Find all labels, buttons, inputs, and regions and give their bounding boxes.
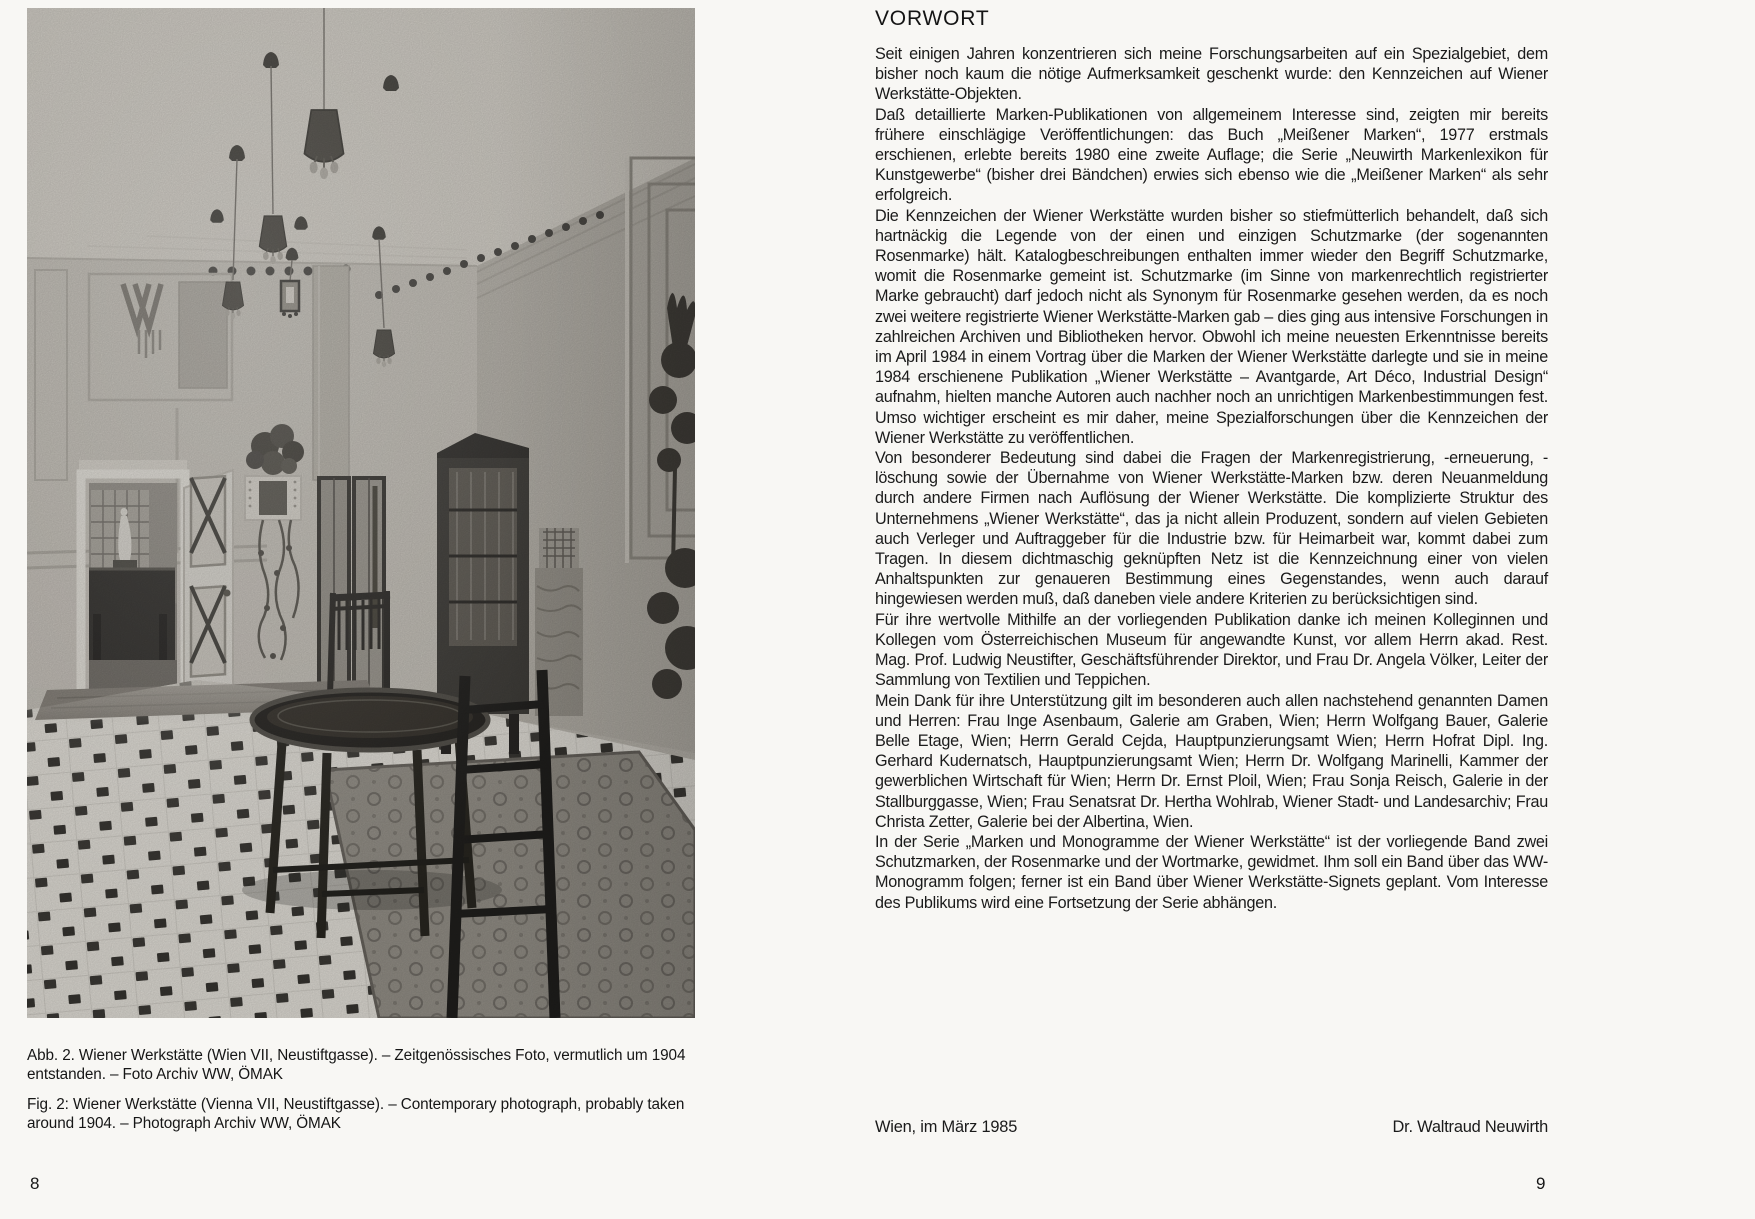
page-number-right: 9 [1536, 1174, 1546, 1193]
foreword-text [875, 44, 1548, 913]
signoff-place-date: Wien, im März 1985 [875, 1118, 1018, 1136]
paragraph: Die Kennzeichen der Wiener Werkstätte wurden bisher so stiefmütterlich behandelt, daß sich hartnäckig die Legende von der einen und einzigen Schutzmarke (der sogenannten Rosenmarke) hält. Katalogbeschreibungen enthalten immer wieder den Begriff Schutzmarke, womit die Rosenmarke gemeint ist. Schutzmarke (im Sinne von markenrechtlich registrierter Marke gebraucht) darf jedoch nicht als Synonym für Rosenmarke gesehen werden, da es noch zwei weitere registrierte Wiener Werkstätte-Marken gab – dies ging aus intensive Forschungen in zahlreichen Archiven und Bibliotheken hervor. Obwohl ich meine neuesten Erkenntnisse bereits im April 1984 in einem Vortrag über die Marken der Wiener Werkstätte darlegte und sie in meine 1984 erschienene Publikation „Wiener Werkstätte – Avantgarde, Art Déco, Industrial Design“ aufnahm, hielten manche Autoren auch nachher noch an unrichtigen Markenbestimmungen fest. Umso wichtiger erscheint es mir daher, meine Spezialforschungen über die Kennzeichen der Wiener Werkstätte zu veröffentlichen. [875, 206, 1548, 447]
paragraph: Seit einigen Jahren konzentrieren sich meine Forschungsarbeiten auf ein Spezialgebiet, dem bisher noch kaum die nötige Aufmerksamkeit geschenkt wurde: den Kennzeichen auf Wiener Werkstätte-Objekten. [875, 45, 1548, 104]
right-page [875, 6, 1548, 1136]
interior-photo [27, 8, 695, 1018]
paragraph: Von besonderer Bedeutung sind dabei die Fragen der Markenregistrierung, -erneuerung, -löschung sowie der Übernahme von Wiener Werkstätte-Marken bzw. deren Neuanmeldung durch andere Firmen nach Auflösung der Wiener Werkstätte. Die komplizierte Struktur des Unternehmens „Wiener Werkstätte“, das ja nicht allein Produzent, sondern auf vielen Gebieten auch Verleger und Auftraggeber für die Industrie bzw. für Heimarbeit war, kommt dabei zum Tragen. In diesem dichtmaschig geknüpften Netz ist die Kennzeichnung einer von vielen Anhaltspunkten zur genaueren Bestimmung eines Gegenstandes, wenn auch darauf hingewiesen werden muß, daß daneben viele andere Kriterien zu berücksichtigen sind. [875, 449, 1548, 609]
paragraph: In der Serie „Marken und Monogramme der Wiener Werkstätte“ ist der vorliegende Band zwei Schutzmarken, der Rosenmarke und der Wortmarke, gewidmet. Ihm soll ein Band über das WW-Monogramm folgen; ferner ist ein Band über Wiener Werkstätte-Signets geplant. Vom Interesse des Publikums wird eine Fortsetzung der Serie abhängen. [875, 832, 1548, 912]
page-title: VORWORT [875, 7, 990, 30]
left-page [27, 8, 727, 1132]
caption-english: Fig. 2: Wiener Werkstätte (Vienna VII, Neustiftgasse). – Contemporary photograph, probably taken around 1904. – Photograph Archiv WW, ÖMAK [27, 1096, 685, 1132]
signoff-row [875, 1118, 1548, 1137]
paragraph: Mein Dank für ihre Unterstützung gilt im besonderen auch allen nachstehend genannten Damen und Herren: Frau Inge Asenbaum, Galerie am Graben, Wien; Herrn Wolfgang Bauer, Galerie Belle Etage, Wien; Herrn Gerald Cejda, Hauptpunzierungsamt Wien; Herrn Hofrat Dipl. Ing. Gerhard Kudernatsch, Hauptpunzierungsamt Wien; Herrn Dr. Wolfgang Marinelli, Kammer der gewerblichen Wirtschaft für Wien; Herrn Dr. Ernst Ploil, Wien; Frau Sonja Reisch, Galerie in der Stallburggasse, Wien; Frau Senatsrat Dr. Hertha Wohlrab, Wiener Stadt- und Landesarchiv; Frau Christa Zetter, Galerie bei der Albertina, Wien. [875, 691, 1548, 831]
paragraph: Daß detaillierte Marken-Publikationen von allgemeinem Interesse sind, zeigten mir bereits frühere einschlägige Veröffentlichungen: das Buch „Meißener Marken“, 1977 erstmals erschienen, erlebte bereits 1980 eine zweite Auflage; die Serie „Neuwirth Markenlexikon für Kunstgewerbe“ (bisher drei Bändchen) erwies sich ebenso wie die „Meißener Marken“ als sehr erfolgreich. [875, 105, 1548, 205]
paragraph: Für ihre wertvolle Mithilfe an der vorliegenden Publikation danke ich meinen Kolleginnen und Kollegen vom Österreichischen Museum für angewandte Kunst, vor allem Herrn akad. Rest. Mag. Prof. Ludwig Neustifter, Geschäftsführender Direktor, und Frau Dr. Angela Völker, Leiter der Sammlung von Textilien und Teppichen. [875, 610, 1548, 690]
photo-figure [27, 8, 695, 1018]
signoff-author: Dr. Waltraud Neuwirth [1392, 1118, 1548, 1136]
page-number-left: 8 [30, 1174, 40, 1193]
caption-german: Abb. 2. Wiener Werkstätte (Wien VII, Neustiftgasse). – Zeitgenössisches Foto, vermutlich um 1904 entstanden. – Foto Archiv WW, ÖMAK [27, 1047, 686, 1083]
